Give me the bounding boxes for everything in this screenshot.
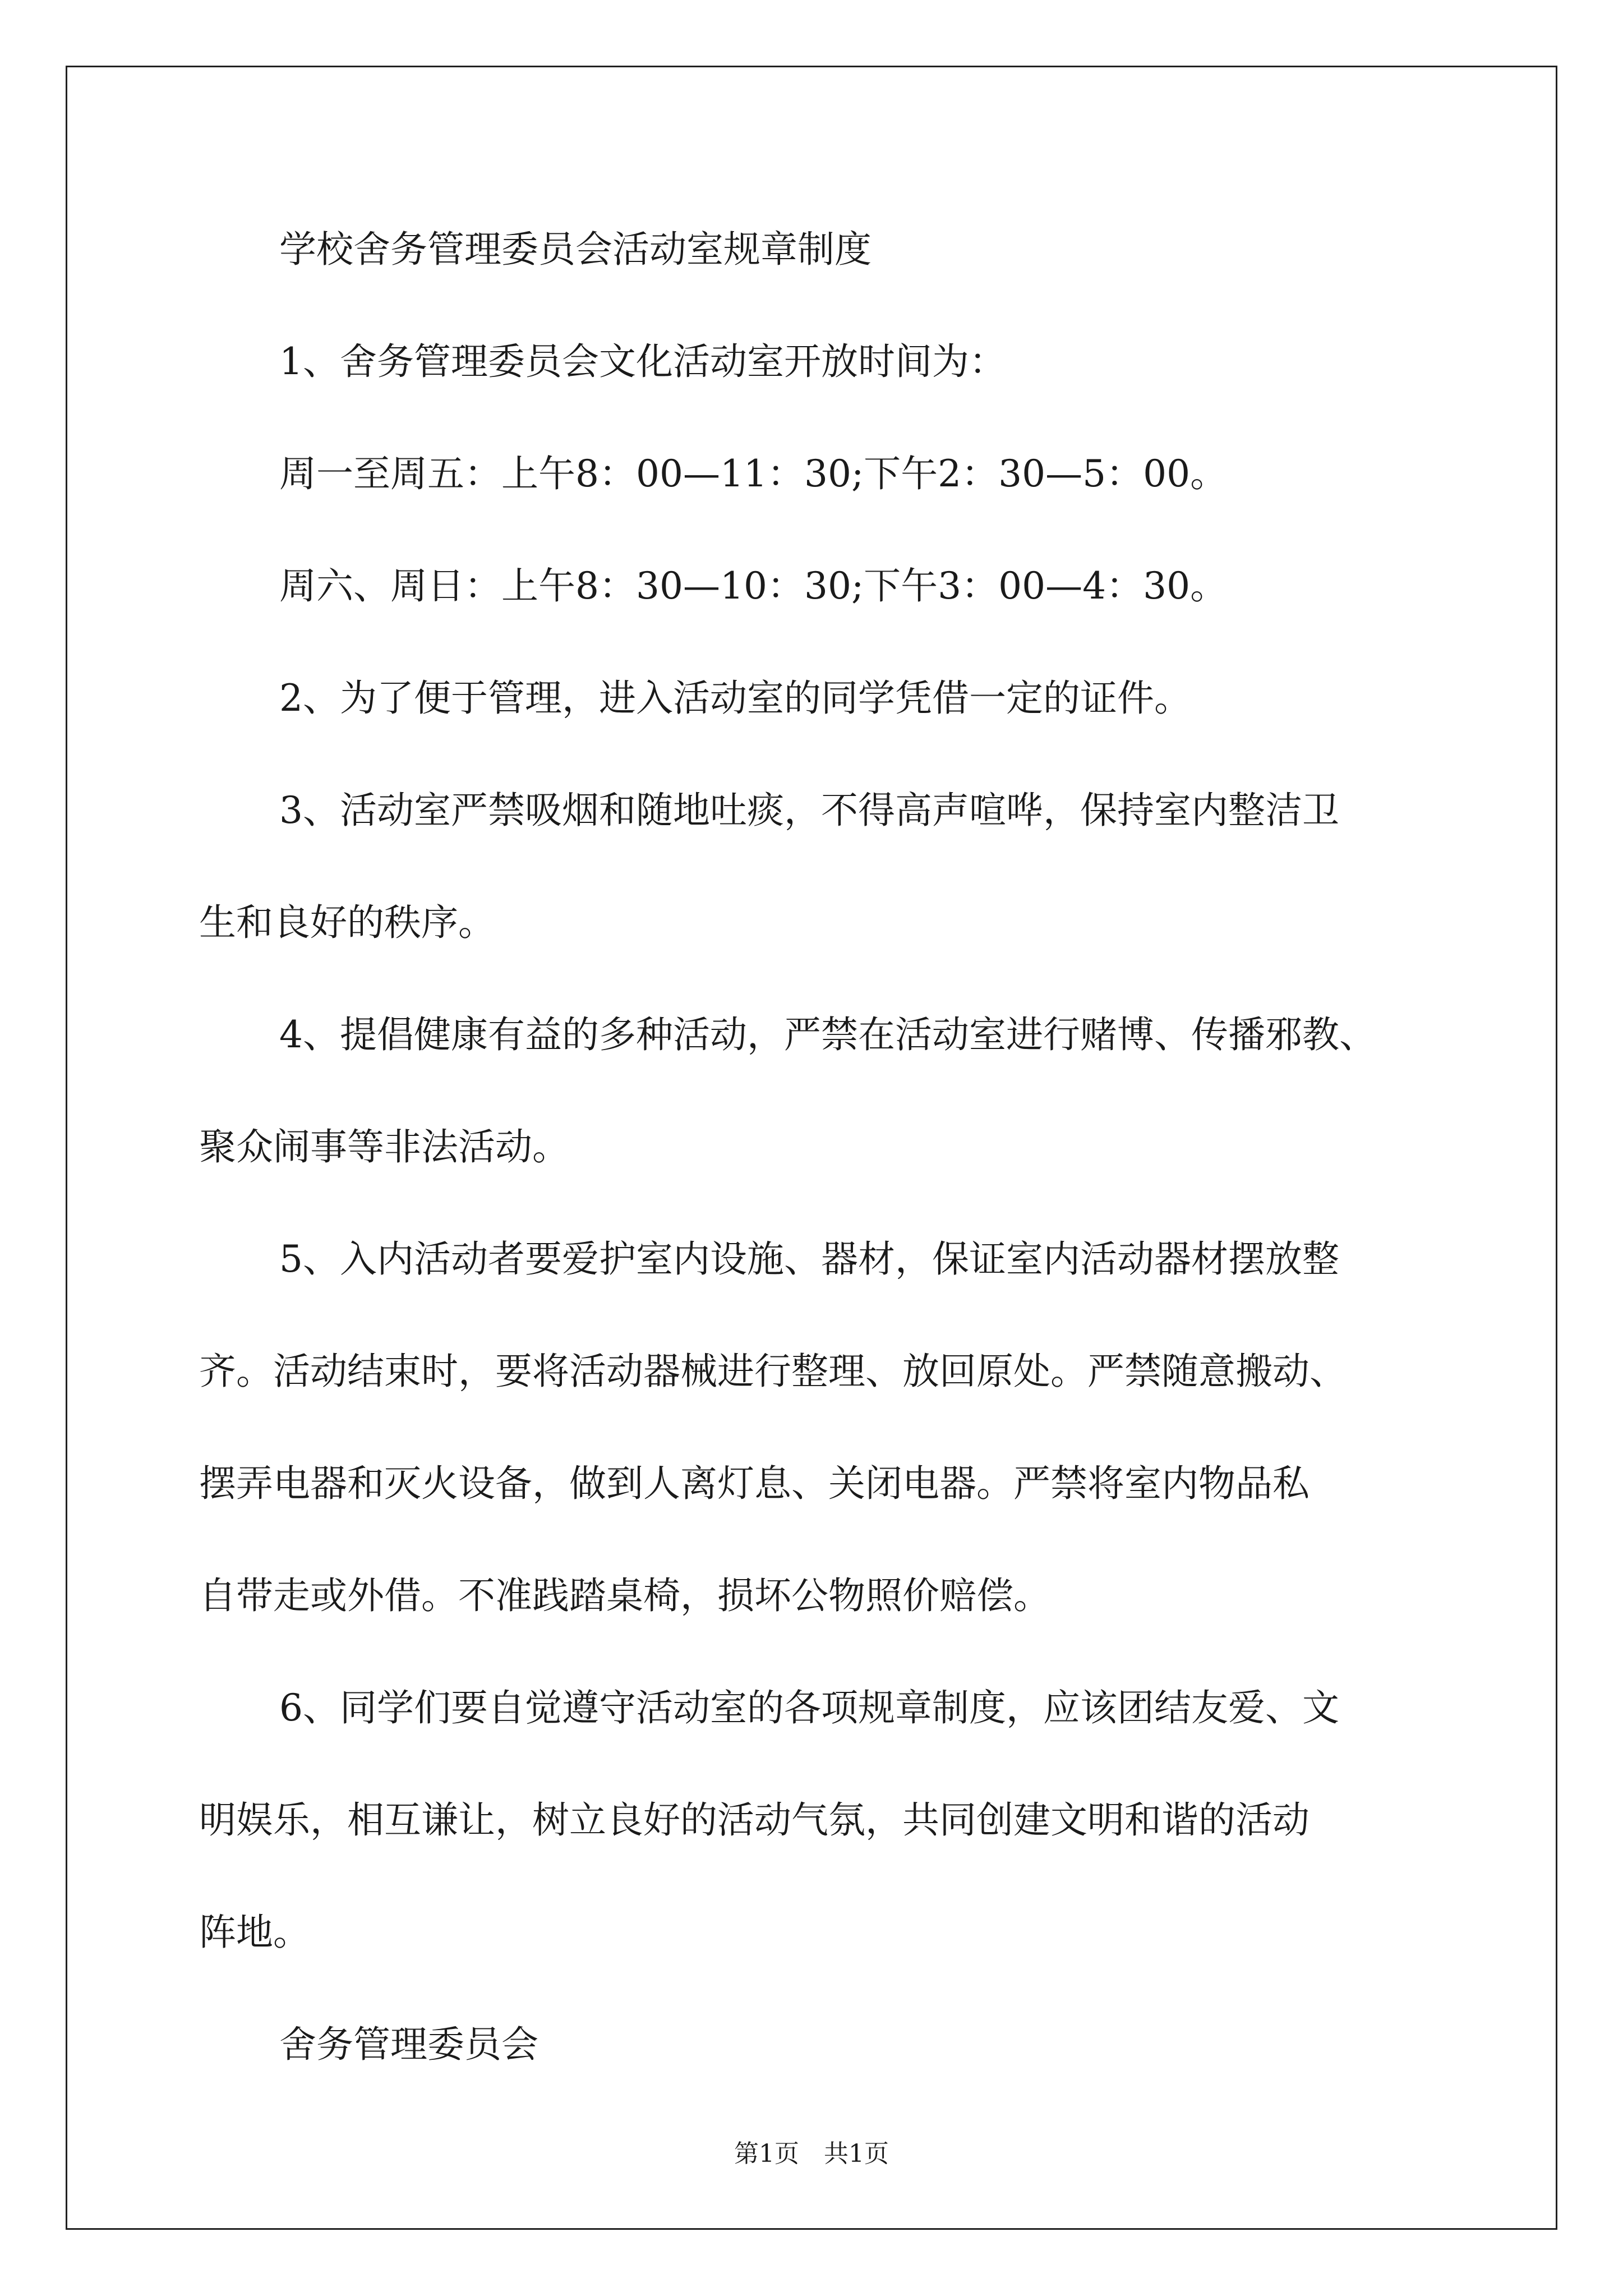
- paragraph-2: 2、为了便于管理，进入活动室的同学凭借一定的证件。: [279, 677, 1191, 720]
- paragraph-5-line-4: 自带走或外借。不准践踏桌椅，损坏公物照价赔偿。: [199, 1574, 1050, 1617]
- weekend-hours: 周六、周日：上午8：30—10：30;下午3：00—4：30。: [279, 564, 1228, 608]
- document-title: 学校舍务管理委员会活动室规章制度: [279, 228, 872, 271]
- weekday-hours: 周一至周五：上午8：00—11：30;下午2：30—5：00。: [279, 452, 1228, 495]
- paragraph-3-line-1: 3、活动室严禁吸烟和随地吐痰，不得高声喧哗，保持室内整洁卫: [279, 789, 1339, 832]
- paragraph-5-line-2: 齐。活动结束时，要将活动器械进行整理、放回原处。严禁随意搬动、: [199, 1350, 1347, 1393]
- page-number: 第1页 共1页: [734, 2139, 889, 2168]
- signature: 舍务管理委员会: [279, 2023, 538, 2066]
- paragraph-6-line-2: 明娱乐，相互谦让，树立良好的活动气氛，共同创建文明和谐的活动: [199, 1798, 1310, 1842]
- paragraph-4-line-1: 4、提倡健康有益的多种活动，严禁在活动室进行赌博、传播邪教、: [279, 1013, 1376, 1056]
- paragraph-1-line-1: 1、舍务管理委员会文化活动室开放时间为：: [279, 340, 1006, 383]
- paragraph-4-line-2: 聚众闹事等非法活动。: [199, 1125, 569, 1168]
- paragraph-5-line-1: 5、入内活动者要爱护室内设施、器材，保证室内活动器材摆放整: [279, 1237, 1339, 1281]
- paragraph-6-line-3: 阵地。: [199, 1911, 310, 1954]
- paragraph-5-line-3: 摆弄电器和灭火设备，做到人离灯息、关闭电器。严禁将室内物品私: [199, 1462, 1310, 1505]
- paragraph-3-line-2: 生和良好的秩序。: [199, 901, 495, 944]
- paragraph-6-line-1: 6、同学们要自觉遵守活动室的各项规章制度，应该团结友爱、文: [279, 1686, 1339, 1729]
